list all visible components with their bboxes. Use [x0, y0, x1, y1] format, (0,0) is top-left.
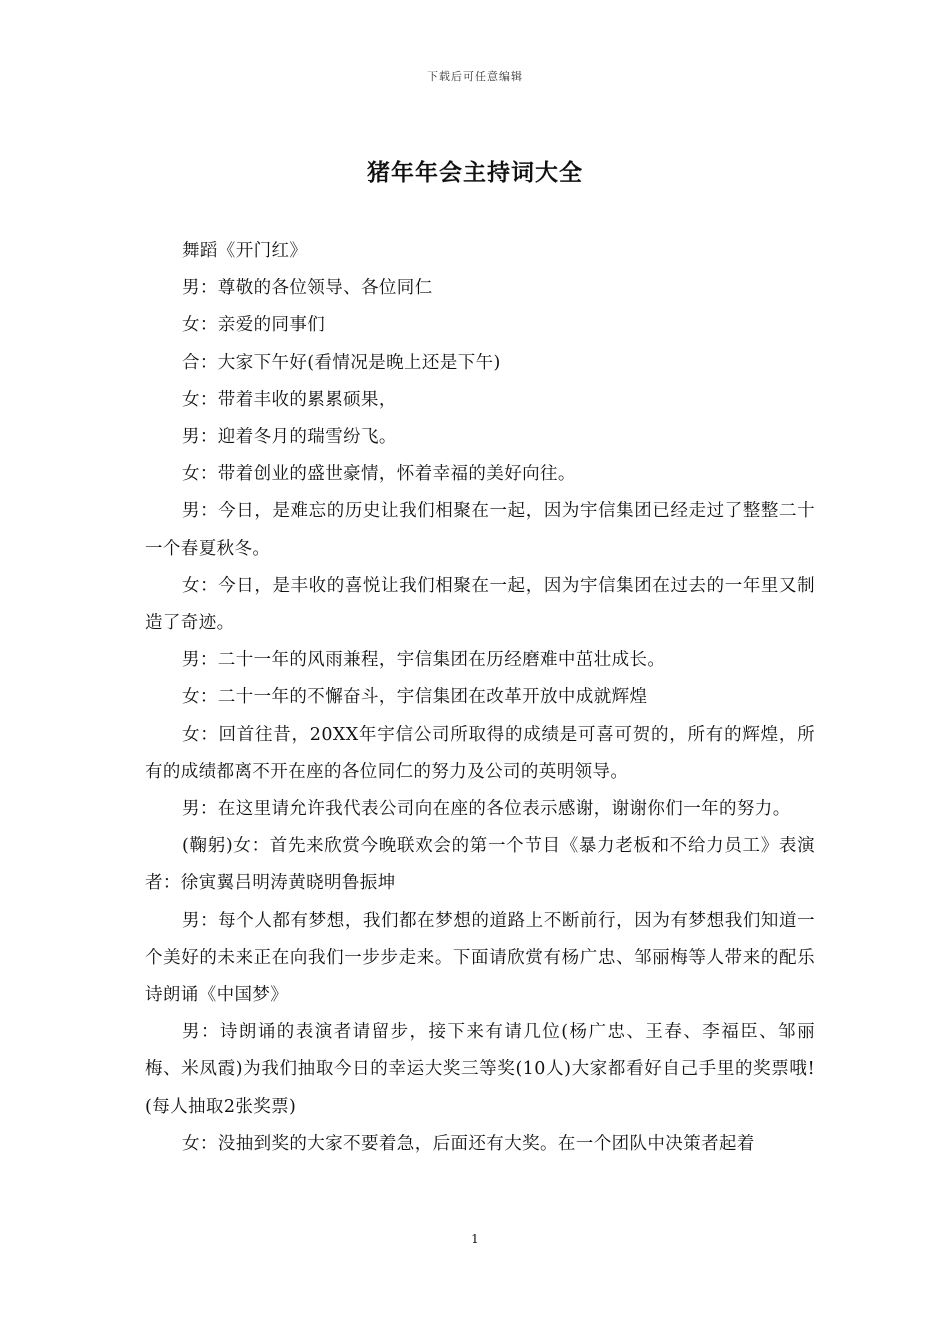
paragraph: 男：今日，是难忘的历史让我们相聚在一起，因为宇信集团已经走过了整整二十一个春夏秋冬。: [145, 501, 815, 559]
paragraph: 女：回首往昔，20XX年宇信公司所取得的成绩是可喜可贺的，所有的辉煌，所有的成绩都离不开在座的各位同仁的努力及公司的英明领导。: [145, 724, 815, 782]
header-note: 下载后可任意编辑: [427, 70, 523, 83]
paragraph: 男：诗朗诵的表演者请留步，接下来有请几位(杨广忠、王春、李福臣、邹丽梅、米凤霞)为我们抽取今日的幸运大奖三等奖(10人)大家都看好自己手里的奖票哦!(每人抽取2张奖票): [145, 1022, 815, 1117]
paragraph: 男：每个人都有梦想，我们都在梦想的道路上不断前行，因为有梦想我们知道一个美好的未来正在向我们一步步走来。下面请欣赏有杨广忠、邹丽梅等人带来的配乐诗朗诵《中国梦》: [145, 910, 815, 1006]
paragraph: 女：今日，是丰收的喜悦让我们相聚在一起，因为宇信集团在过去的一年里又制造了奇迹。: [145, 575, 815, 634]
paragraph: 女：二十一年的不懈奋斗，宇信集团在改革开放中成就辉煌: [182, 687, 648, 708]
paragraph: 女：没抽到奖的大家不要着急，后面还有大奖。在一个团队中决策者起着: [182, 1133, 755, 1154]
paragraph: (鞠躬)女：首先来欣赏今晚联欢会的第一个节目《暴力老板和不给力员工》表演者：徐寅翼吕明涛黄晓明鲁振坤: [145, 836, 815, 894]
paragraph: 女：亲爱的同事们: [182, 315, 326, 336]
paragraph: 合：大家下午好(看情况是晚上还是下午): [182, 352, 501, 373]
paragraph: 男：二十一年的风雨兼程，宇信集团在历经磨难中茁壮成长。: [182, 650, 666, 671]
paragraph: 舞蹈《开门红》: [182, 241, 308, 261]
paragraph: 男：迎着冬月的瑞雪纷飞。: [182, 427, 397, 448]
paragraph: 女：带着创业的盛世豪情，怀着幸福的美好向往。: [182, 464, 576, 485]
document-title: 猪年年会主持词大全: [367, 159, 583, 186]
paragraph: 男：在这里请允许我代表公司向在座的各位表示感谢，谢谢你们一年的努力。: [182, 799, 791, 820]
document-body: [145, 233, 815, 1163]
paragraph: 女：带着丰收的累累硕果，: [182, 389, 397, 410]
page-number: 1: [471, 1232, 479, 1246]
paragraph: 男：尊敬的各位领导、各位同仁: [182, 278, 433, 299]
